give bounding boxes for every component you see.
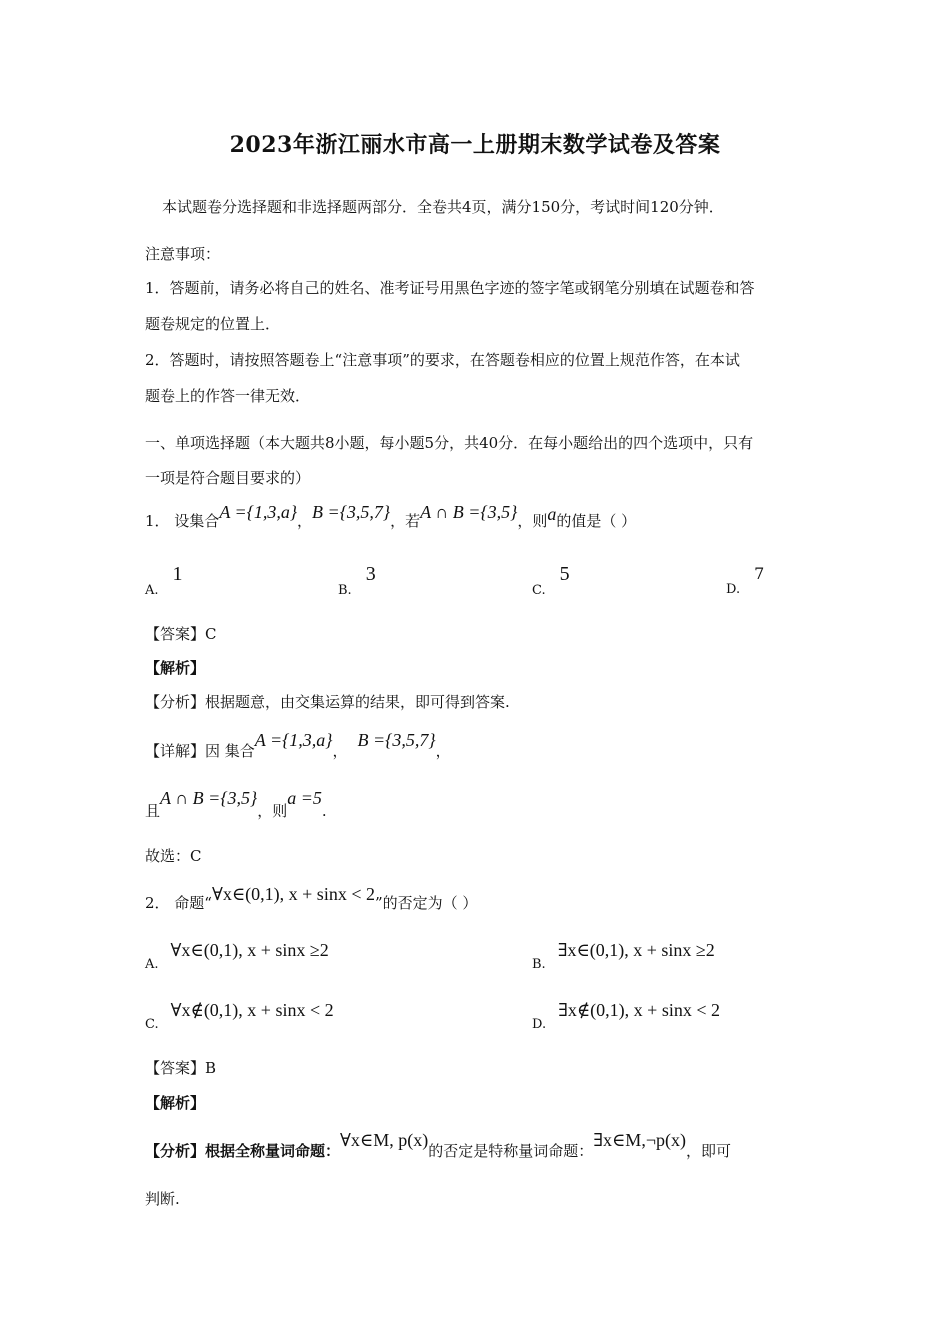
q1-if: ，若	[390, 512, 421, 530]
q2-analysis-formula-2: ∃x∈M,¬p(x)	[593, 1130, 686, 1150]
intro-text: 本试题卷分选择题和非选择题两部分．全卷共4页，满分150分，考试时间120分钟．	[162, 198, 724, 216]
q1-set-a: A ={1,3,a}	[219, 502, 298, 522]
q2-stem: 2． 命题“∀x∈(0,1), x + sinx < 2”的否定为（ ）	[145, 884, 478, 912]
q2-proposition: ∀x∈(0,1), x + sinx < 2	[211, 884, 375, 904]
q2-option-c: C.∀x∉(0,1), x + sinx < 2	[145, 1000, 334, 1032]
q2-analysis: 【分析】根据全称量词命题：∀x∈M, p(x)的否定是特称量词命题：∃x∈M,¬p(x)，即可	[145, 1130, 731, 1160]
q2-jiexi: 【解析】	[145, 1094, 206, 1112]
q1-detail-set-a: A ={1,3,a}	[254, 730, 333, 750]
section-1-line-1: 一、单项选择题（本大题共8小题，每小题5分，共40分．在每小题给出的四个选项中，只有	[145, 434, 754, 452]
q1-var: a	[547, 504, 557, 524]
q1-stem	[145, 502, 637, 531]
q2-analysis-formula-1: ∀x∈M, p(x)	[340, 1130, 429, 1150]
q1-conclusion: 故选：C	[145, 847, 202, 865]
q2-analysis-line-2: 判断.	[145, 1190, 180, 1208]
q1-option-d: D.7	[726, 564, 765, 597]
q1-then: ，则	[517, 512, 548, 530]
q1-analysis: 【分析】根据题意，由交集运算的结果，即可得到答案.	[145, 693, 510, 711]
q1-answer: 【答案】C	[145, 625, 217, 643]
document-title: 2023年浙江丽水市高一上册期末数学试卷及答案	[229, 132, 721, 158]
notice-2-line-2: 题卷上的作答一律无效．	[145, 387, 311, 405]
q1-option-c: C.5	[532, 563, 570, 598]
q1-detail-2: 且A ∩ B ={3,5}，则a =5.	[145, 788, 327, 820]
q1-prefix: 1． 设集合	[145, 512, 220, 530]
notice-2-line-1: 2．答题时，请按照答题卷上“注意事项”的要求，在答题卷相应的位置上规范作答，在本试	[145, 351, 740, 369]
q1-detail-intersection: A ∩ B ={3,5}	[160, 788, 258, 808]
q2-option-d: D.∃x∉(0,1), x + sinx < 2	[532, 1000, 720, 1032]
q2-option-b: B.∃x∈(0,1), x + sinx ≥2	[532, 940, 715, 972]
q2-option-a: A.∀x∈(0,1), x + sinx ≥2	[145, 940, 329, 972]
q1-option-a: A.1	[145, 563, 183, 598]
q1-intersection: A ∩ B ={3,5}	[420, 502, 518, 522]
q1-set-b: B ={3,5,7}	[312, 502, 391, 522]
q1-jiexi: 【解析】	[145, 659, 206, 677]
q1-detail: 【详解】因 集合A ={1,3,a}，B ={3,5,7}，	[145, 730, 451, 760]
q1-suffix: 的值是（ ）	[556, 512, 637, 530]
notice-heading: 注意事项：	[145, 245, 221, 263]
notice-1-line-2: 题卷规定的位置上．	[145, 315, 281, 333]
notice-1-line-1: 1．答题前，请务必将自己的姓名、准考证号用黑色字迹的签字笔或钢笔分别填在试题卷和答	[145, 279, 755, 297]
q1-detail-result: a =5	[287, 788, 322, 808]
q1-option-b: B.3	[338, 563, 376, 598]
q2-answer: 【答案】B	[145, 1059, 217, 1077]
q1-detail-prefix: 【详解】因 集合	[145, 742, 255, 760]
q1-comma: ，	[297, 512, 313, 530]
section-1-line-2: 一项是符合题目要求的）	[145, 469, 311, 487]
q1-detail-set-b: B ={3,5,7}	[357, 730, 436, 750]
